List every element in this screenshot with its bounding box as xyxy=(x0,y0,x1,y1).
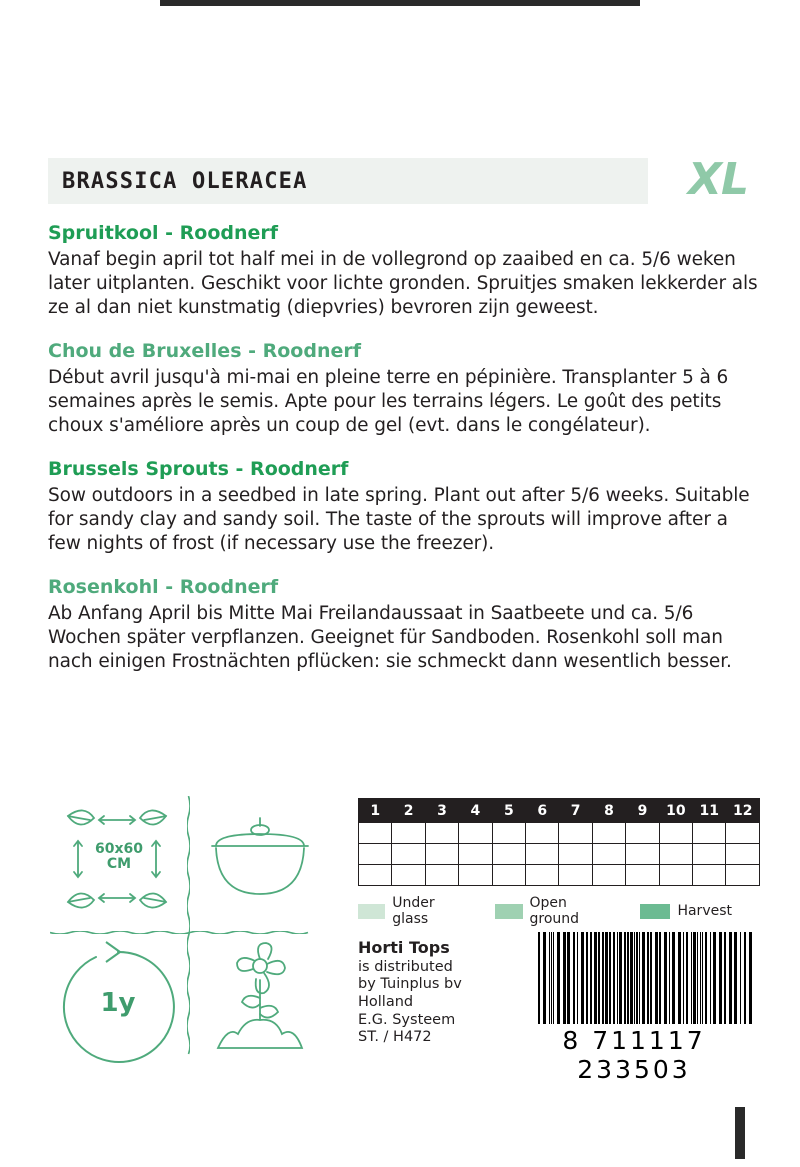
barcode-bar xyxy=(678,932,681,1024)
barcode-bar xyxy=(598,932,600,1024)
body-nl: Vanaf begin april tot half mei in de vollegrond op zaaibed en ca. 5/6 weken later uitplanten. Geschikt voor lichte gronden. Spruitjes smaken lekkerder als ze al dan niet kunstmatig (diepvries) bevroren zijn geweest. xyxy=(48,248,758,318)
legend-item-open-ground xyxy=(495,895,612,927)
heading-nl: Spruitkool - Roodnerf xyxy=(48,222,279,244)
distributor-line-3: Holland xyxy=(358,993,414,1010)
barcode-bar xyxy=(634,932,635,1024)
barcode-bar xyxy=(740,932,741,1024)
calendar-cell xyxy=(626,865,659,886)
lifecycle-label: 1y xyxy=(100,988,136,1018)
barcode-bar xyxy=(594,932,597,1024)
language-block-nl xyxy=(48,222,758,320)
calendar-header-row xyxy=(359,799,760,823)
barcode-bar xyxy=(719,932,722,1024)
barcode-bar xyxy=(710,932,711,1024)
legend-label-under-glass: Under glass xyxy=(392,895,435,927)
heading-fr: Chou de Bruxelles - Roodnerf xyxy=(48,339,362,362)
calendar-cell xyxy=(559,865,592,886)
barcode-bar xyxy=(624,932,626,1024)
barcode-bar xyxy=(563,932,566,1024)
body-en: Sow outdoors in a seedbed in late spring. Plant out after 5/6 weeks. Suitable for sandy clay and sandy soil. The taste of the sprouts will improve after a few nights of frost (if necessary use the freezer). xyxy=(48,484,750,554)
calendar-cell xyxy=(626,844,659,865)
month-header: 12 xyxy=(726,799,760,823)
barcode-bar xyxy=(744,932,746,1024)
barcode-bar xyxy=(551,932,552,1024)
legend-label-harvest: Harvest xyxy=(677,903,732,919)
calendar-cell xyxy=(559,844,592,865)
body-de: Ab Anfang April bis Mitte Mai Freilandaussaat in Saatbeete und ca. 5/6 Wochen später verpflanzen. Geeignet für Sandboden. Rosenkohl soll man nach einigen Frostnächten pflücken: sie schmeckt dann wesentlich besser. xyxy=(48,602,732,672)
calendar-row xyxy=(359,823,760,844)
barcode-bar xyxy=(642,932,645,1024)
month-header: 10 xyxy=(659,799,692,823)
month-header: 4 xyxy=(459,799,492,823)
seed-pot-icon xyxy=(190,790,330,932)
flower-soil-icon xyxy=(190,936,330,1078)
month-header: 7 xyxy=(559,799,592,823)
barcode-bar xyxy=(617,932,618,1024)
barcode-bar xyxy=(586,932,588,1024)
calendar-cell xyxy=(592,844,625,865)
calendar-cell xyxy=(526,844,559,865)
calendar-cell-open-ground xyxy=(492,844,525,865)
calendar-cell xyxy=(526,823,559,844)
barcode-bar xyxy=(691,932,692,1024)
calendar-cell xyxy=(459,823,492,844)
language-block-de xyxy=(48,576,758,674)
legend-item-under-glass xyxy=(358,895,467,927)
barcode-bar xyxy=(647,932,649,1024)
barcode-bar xyxy=(581,932,584,1024)
calendar-cell xyxy=(726,823,760,844)
barcode-bar xyxy=(655,932,658,1024)
icon-plant-out xyxy=(190,936,330,1078)
spacing-label xyxy=(86,842,152,873)
barcode-bar xyxy=(538,932,540,1024)
month-header: 8 xyxy=(592,799,625,823)
month-header: 5 xyxy=(492,799,525,823)
barcode-bar xyxy=(672,932,675,1024)
calendar-cell xyxy=(492,823,525,844)
calendar-body xyxy=(359,823,760,886)
barcode-bar xyxy=(567,932,570,1024)
heading-en: Brussels Sprouts - Roodnerf xyxy=(48,457,349,480)
barcode-bar xyxy=(686,932,688,1024)
calendar-cell xyxy=(392,844,425,865)
icon-seed-pot xyxy=(190,790,330,932)
month-header: 1 xyxy=(359,799,392,823)
icon-lifecycle xyxy=(48,936,188,1078)
icon-plant-spacing xyxy=(48,790,188,932)
calendar-cell xyxy=(359,823,392,844)
barcode-bar xyxy=(697,932,698,1024)
calendar-cell xyxy=(693,844,726,865)
calendar-cell xyxy=(659,823,692,844)
month-header: 9 xyxy=(626,799,659,823)
barcode-bar xyxy=(659,932,661,1024)
legend-swatch-harvest xyxy=(640,904,670,919)
legend-label-open-ground: Open ground xyxy=(529,895,580,927)
language-block-en xyxy=(48,458,758,556)
barcode-bar xyxy=(553,932,554,1024)
barcode-bar xyxy=(664,932,667,1024)
distributor-line-5: ST. / H472 xyxy=(358,1029,432,1046)
calendar-cell-harvest xyxy=(693,865,726,886)
barcode-bar xyxy=(724,932,726,1024)
barcode-bar xyxy=(639,932,640,1024)
barcode-bar xyxy=(702,932,703,1024)
barcode-number: 8 711117 233503 xyxy=(562,1026,706,1084)
barcode-bar xyxy=(602,932,604,1024)
distributor-line-1: is distributed xyxy=(358,958,453,975)
barcode-bar xyxy=(669,932,670,1024)
body-fr: Début avril jusqu'à mi-mai en pleine terre en pépinière. Transplanter 5 à 6 semaines après le semis. Apte pour les terrains légers. Le goût des petits choux s'améliore après un coup de gel (evt. dans le congélateur). xyxy=(48,366,729,436)
distributor-line-4: E.G. Systeem xyxy=(358,1011,456,1028)
legend-item-harvest xyxy=(640,903,732,919)
seed-packet-back xyxy=(48,154,758,674)
distributor-line-2: by Tuinplus bv xyxy=(358,976,462,993)
barcode-bar xyxy=(590,932,592,1024)
barcode-bar xyxy=(577,932,578,1024)
calendar-table xyxy=(358,798,760,886)
barcode-bar xyxy=(749,932,752,1024)
barcode-bars xyxy=(538,932,760,1024)
barcode-bar xyxy=(543,932,546,1024)
calendar-cell xyxy=(592,865,625,886)
calendar-row xyxy=(359,844,760,865)
calendar-cell xyxy=(693,823,726,844)
calendar-cell xyxy=(659,865,692,886)
barcode-bar xyxy=(557,932,560,1024)
barcode-bar xyxy=(609,932,611,1024)
icon-grid xyxy=(48,790,328,1080)
spacing-value: 60x60 xyxy=(95,841,143,857)
barcode-bar xyxy=(700,932,701,1024)
barcode-bar xyxy=(729,932,732,1024)
calendar-cell xyxy=(492,865,525,886)
calendar-legend xyxy=(358,895,760,927)
calendar-cell xyxy=(659,844,692,865)
language-block-fr xyxy=(48,340,758,438)
legend-swatch-under-glass xyxy=(358,904,385,919)
calendar-cell xyxy=(459,865,492,886)
size-badge: XL xyxy=(688,154,748,205)
calendar-cell xyxy=(392,823,425,844)
calendar-cell-open-ground xyxy=(459,844,492,865)
calendar-cell xyxy=(425,844,458,865)
barcode-bar xyxy=(613,932,615,1024)
barcode-bar xyxy=(636,932,638,1024)
barcode-bar xyxy=(705,932,707,1024)
calendar-cell xyxy=(425,823,458,844)
month-header: 2 xyxy=(392,799,425,823)
month-header: 6 xyxy=(526,799,559,823)
barcode-bar xyxy=(605,932,608,1024)
barcode-bar xyxy=(549,932,550,1024)
barcode-bar xyxy=(627,932,629,1024)
calendar-cell xyxy=(425,865,458,886)
info-area xyxy=(48,790,760,1090)
page-title: BRASSICA OLERACEA xyxy=(62,168,308,194)
month-header: 3 xyxy=(425,799,458,823)
trim-mark-bottom xyxy=(735,1107,745,1159)
calendar-cell-harvest xyxy=(726,865,760,886)
barcode-bar xyxy=(573,932,575,1024)
calendar-cell xyxy=(592,823,625,844)
spacing-unit: CM xyxy=(106,856,132,873)
barcode-bar xyxy=(619,932,622,1024)
calendar-cell-harvest xyxy=(359,865,392,886)
month-header: 11 xyxy=(693,799,726,823)
calendar-cell xyxy=(726,844,760,865)
calendar-cell xyxy=(359,844,392,865)
calendar-cell-harvest xyxy=(392,865,425,886)
legend-swatch-open-ground xyxy=(495,904,522,919)
heading-de: Rosenkohl - Roodnerf xyxy=(48,575,279,598)
barcode xyxy=(508,932,760,1084)
brand-name: Horti Tops xyxy=(358,938,450,957)
barcode-bar xyxy=(683,932,684,1024)
calendar-cell xyxy=(526,865,559,886)
calendar-cell xyxy=(626,823,659,844)
calendar-row xyxy=(359,865,760,886)
sowing-calendar xyxy=(358,798,760,927)
title-band xyxy=(48,154,758,205)
barcode-bar xyxy=(650,932,652,1024)
calendar-cell xyxy=(559,823,592,844)
barcode-bar xyxy=(734,932,737,1024)
barcode-bar xyxy=(630,932,633,1024)
trim-mark-top xyxy=(160,0,640,6)
barcode-bar xyxy=(693,932,696,1024)
barcode-bar xyxy=(713,932,716,1024)
